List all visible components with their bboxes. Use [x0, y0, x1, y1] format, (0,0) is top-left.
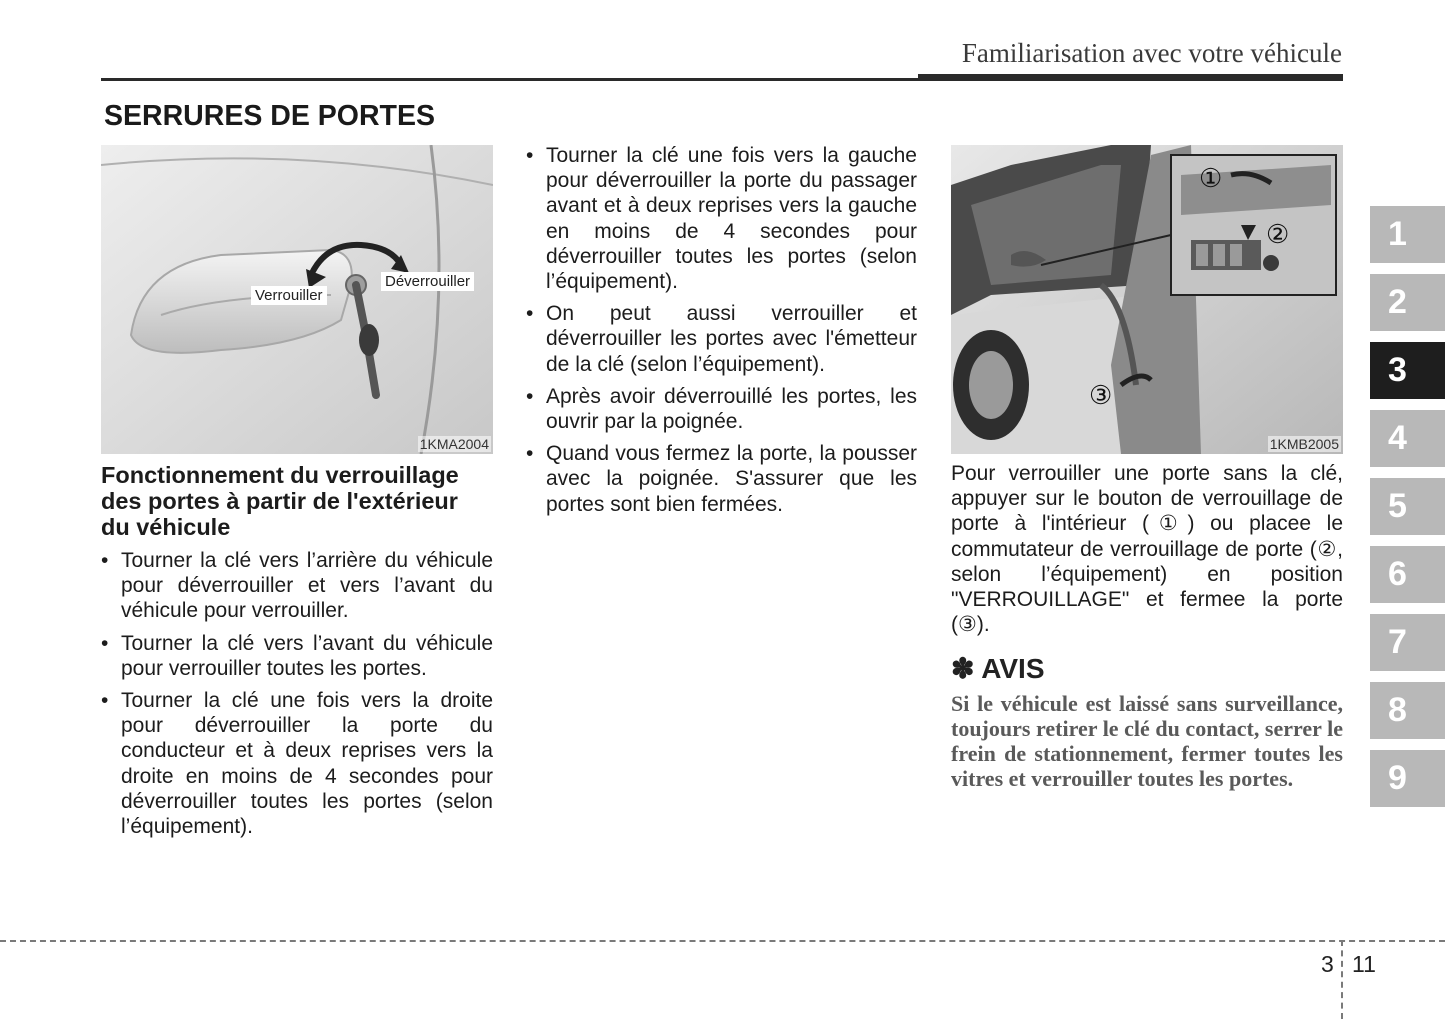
- callout-1: ①: [1199, 163, 1223, 193]
- figure-code: 1KMA2004: [419, 436, 489, 452]
- chapter-tab-7[interactable]: 7: [1370, 614, 1445, 671]
- bullet-glyph: •: [526, 302, 534, 326]
- chapter-tab-6[interactable]: 6: [1370, 546, 1445, 603]
- figure-door-handle-key: [101, 145, 493, 454]
- bullet-glyph: •: [101, 549, 109, 572]
- column-1: [101, 462, 493, 846]
- footer-dashed-rule: [0, 940, 1445, 942]
- notice-title: AVIS: [981, 653, 1045, 685]
- list-item-text: Quand vous fermez la porte, la pousser avec la poignée. S'assurer que les portes sont bien fermées.: [546, 442, 917, 516]
- header-rule-accent: [918, 74, 1343, 81]
- list-item-text: Tourner la clé vers l’avant du véhicule pour verrouiller toutes les portes.: [121, 631, 493, 680]
- list-item: [101, 548, 493, 624]
- chapter-tab-9[interactable]: 9: [1370, 750, 1445, 807]
- bullet-glyph: •: [101, 631, 109, 655]
- bullet-glyph: •: [526, 384, 534, 408]
- list-item: [526, 441, 917, 517]
- figure-door-interior: [951, 145, 1343, 454]
- list-item-text: Tourner la clé une fois vers la droite pour déverrouiller la porte du conducteur et à deux reprises vers la droite en moins de 4 secondes pour déverrouiller toutes les portes (selon l’équipement).: [121, 689, 493, 839]
- lock-without-key-paragraph: Pour verrouiller une porte sans la clé, appuyer sur le bouton de verrouillage de porte à l'intérieur (①) ou placee le commutateur de verrouillage de porte (②, selon l’équipement) en position "VERROUILLAGE" et fermee la porte (③).: [951, 462, 1343, 637]
- callout-3: ③: [1089, 380, 1113, 410]
- chapter-tab-3[interactable]: 3: [1370, 342, 1445, 399]
- list-item-text: On peut aussi verrouiller et déverrouiller les portes avec l'émetteur de la clé (selon l’équipement).: [546, 302, 917, 376]
- chapter-tab-5[interactable]: 5: [1370, 478, 1445, 535]
- bullet-glyph: •: [101, 689, 109, 713]
- list-item-text: Après avoir déverrouillé les portes, les ouvrir par la poignée.: [546, 384, 917, 434]
- chapter-tab-4[interactable]: 4: [1370, 410, 1445, 467]
- chapter-tab-2[interactable]: 2: [1370, 274, 1445, 331]
- footer-chapter-number: 3: [1321, 951, 1334, 977]
- list-item-text: Tourner la clé une fois vers la gauche pour déverrouiller la porte du passager avant et à deux reprises vers la gauche en moins de 4 secondes pour déverrouiller toutes les portes (selon l’équipement).: [546, 144, 917, 294]
- door-interior-illustration: [951, 145, 1343, 454]
- asterisk-icon: ✽: [951, 653, 975, 685]
- bullet-glyph: •: [526, 442, 534, 466]
- footer-vertical-dashed-rule: [1341, 940, 1343, 1019]
- list-item-text: Tourner la clé vers l’arrière du véhicule pour déverrouiller et vers l’avant du véhicule pour verrouiller.: [121, 549, 493, 623]
- section-title: SERRURES DE PORTES: [104, 100, 435, 132]
- figure-code: 1KMB2005: [1269, 436, 1339, 452]
- list-item: [526, 143, 917, 294]
- callout-2: ②: [1266, 219, 1290, 249]
- list-item: [101, 688, 493, 839]
- bullet-list: [526, 143, 917, 517]
- chapter-tab-8[interactable]: 8: [1370, 682, 1445, 739]
- subsection-title: Fonctionnement du verrouillage des portes à partir de l'extérieur du véhicule: [101, 462, 459, 540]
- column-2: [526, 143, 917, 524]
- list-item: [526, 301, 917, 377]
- list-item: [101, 631, 493, 681]
- notice-text: Si le véhicule est laissé sans surveillance, toujours retirer le clé du contact, serrer le frein de stationnement, fermer toutes les vitres et verrouiller toutes les portes.: [951, 691, 1343, 792]
- list-item: [526, 384, 917, 434]
- lock-label: Verrouiller: [251, 286, 327, 305]
- footer-page-number: 11: [1352, 951, 1376, 977]
- unlock-label: Déverrouiller: [381, 272, 474, 291]
- notice-heading: [951, 653, 1343, 685]
- bullet-glyph: •: [526, 144, 534, 167]
- column-3: [951, 461, 1343, 791]
- running-header: Familiarisation avec votre véhicule: [961, 38, 1342, 68]
- bullet-list: [101, 548, 493, 839]
- chapter-tab-1[interactable]: 1: [1370, 206, 1445, 263]
